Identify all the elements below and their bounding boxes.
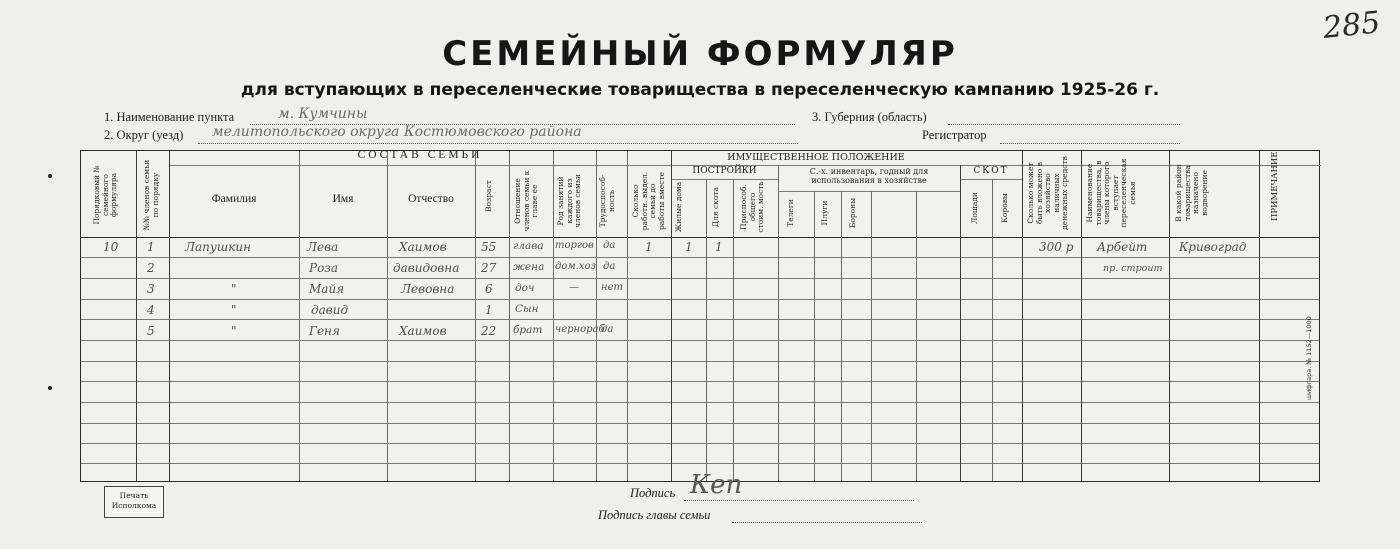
postroyki-group-line xyxy=(671,179,778,180)
row-line xyxy=(81,443,1319,444)
col-divider xyxy=(1022,151,1023,481)
col-header-dlya-skota: Для скота xyxy=(711,187,720,228)
cell-otnosh: брат xyxy=(513,324,543,336)
field-punkt-label: 1. Наименование пункта xyxy=(104,110,235,124)
group-header-inventar: С.-х. инвентарь, годный для использования в хозяйстве xyxy=(809,167,929,185)
col-divider xyxy=(136,151,137,481)
cell-familia: " xyxy=(231,282,237,296)
col-header-imya: Имя xyxy=(332,193,354,205)
col-divider xyxy=(733,179,734,481)
field-punkt xyxy=(104,110,234,125)
row-line xyxy=(81,299,1319,300)
col-divider xyxy=(475,151,476,481)
cell-rod: — xyxy=(569,282,579,293)
cell-nomer: 2 xyxy=(147,261,155,275)
row-line xyxy=(81,257,1319,258)
cell-skolko: 1 xyxy=(645,240,653,254)
field-registrator-line xyxy=(1000,143,1180,144)
cell-nomer: 3 xyxy=(147,282,155,296)
cell-trud: нет xyxy=(601,282,623,293)
row-line xyxy=(81,381,1319,382)
col-divider xyxy=(841,191,842,481)
header-bottom-line xyxy=(81,237,1319,238)
col-header-korovy: Коровы xyxy=(1000,193,1009,223)
cell-rayon: Кривоград xyxy=(1179,240,1247,254)
cell-otchestvo: Хаимов xyxy=(399,324,447,338)
col-header-vozrast: Возраст xyxy=(484,180,493,212)
cell-rod: торгов xyxy=(555,240,594,251)
form-title: СЕМЕЙНЫЙ ФОРМУЛЯР xyxy=(442,34,958,74)
cell-otnosh: Сын xyxy=(515,303,539,315)
cell-otnosh: жена xyxy=(513,261,545,273)
cell-tovar: пр. строит xyxy=(1103,263,1163,274)
cell-rod: дом.хоз xyxy=(555,261,596,272)
cell-nomer: 1 xyxy=(147,240,155,254)
col-divider xyxy=(871,191,872,481)
field-registrator-label: Регистратор xyxy=(922,128,987,142)
row-line xyxy=(81,402,1319,403)
col-header-telegi: Телеги xyxy=(786,199,795,227)
col-divider xyxy=(814,191,815,481)
cell-vozrast: 27 xyxy=(481,261,497,275)
family-head-signature-line xyxy=(732,522,922,523)
cell-skot-bld: 1 xyxy=(715,240,723,254)
cell-otchestvo: Хаимов xyxy=(399,240,447,254)
cell-zhilye: 1 xyxy=(685,240,693,254)
row-line xyxy=(81,463,1319,464)
col-header-kakoy-rayon: В какой район товарищества назначено водворение xyxy=(1174,164,1209,222)
col-header-primechanie: ПРИМЕЧАНИЕ xyxy=(1270,151,1280,221)
cell-otnosh: глава xyxy=(513,240,544,252)
row-line xyxy=(81,340,1319,341)
group-header-postroyki: ПОСТРОЙКИ xyxy=(692,166,757,176)
col-divider xyxy=(960,165,961,481)
col-header-por-nomer: Порядковый № семейного формуляра xyxy=(92,165,118,225)
group-header-skot: СКОТ xyxy=(973,166,1009,176)
col-header-nomer-chlena: №№ членов семьи по порядку xyxy=(142,159,160,231)
cell-rod: чернораб xyxy=(555,324,605,335)
cell-familia: Лапушкин xyxy=(185,240,252,254)
field-gubernia-line xyxy=(948,124,1180,125)
signature-label: Подпись xyxy=(630,486,676,500)
col-header-borony: Бороны xyxy=(848,197,857,229)
row-line xyxy=(81,423,1319,424)
family-table xyxy=(80,150,1320,482)
form-subtitle: для вступающих в переселенческие товарищества в переселенческую кампанию 1925-26 г. xyxy=(240,80,1160,100)
row-line xyxy=(81,278,1319,279)
col-header-trudosposobnost: Трудоспособ-ность xyxy=(598,174,616,228)
cell-trud: да xyxy=(603,261,616,272)
signature-value: Кеп xyxy=(690,470,743,500)
row-line xyxy=(81,361,1319,362)
col-divider xyxy=(1081,151,1082,481)
field-okrug-label: 2. Округ (уезд) xyxy=(104,128,184,142)
cell-imya: давид xyxy=(311,303,349,317)
cell-vozrast: 55 xyxy=(481,240,497,254)
cell-imya: Геня xyxy=(309,324,340,338)
col-divider xyxy=(1259,151,1260,481)
row-line xyxy=(81,319,1319,320)
col-header-zhilye: Жилые дома xyxy=(674,181,683,233)
field-okrug-line xyxy=(198,143,798,144)
col-header-skolko-mozhet: Сколько может быть вложено в хозяйство наличных денежных средств xyxy=(1026,156,1069,230)
col-header-skolko-rabotn: Сколько работн. выдел. семьи до работы вместе xyxy=(631,171,666,231)
col-header-otchestvo: Отчество xyxy=(408,193,454,205)
col-divider xyxy=(596,151,597,481)
cell-imya: Роза xyxy=(309,261,338,275)
field-okrug xyxy=(104,128,183,143)
cell-nomer: 5 xyxy=(147,324,155,338)
col-divider xyxy=(1169,151,1170,481)
cell-sredstva: 300 р xyxy=(1039,240,1074,254)
field-gubernia xyxy=(812,110,927,125)
cell-vozrast: 22 xyxy=(481,324,497,338)
col-header-loshadi: Лошади xyxy=(970,192,979,224)
col-header-plugi: Плуги xyxy=(820,200,829,226)
cell-otnosh: доч xyxy=(515,282,535,294)
col-header-otnoshenie: Отношение членов семьи к главе ее xyxy=(513,170,539,232)
archive-page-number: 285 xyxy=(1321,5,1382,46)
field-gubernia-label: 3. Губерния (область) xyxy=(812,110,927,124)
field-registrator xyxy=(922,128,987,143)
col-divider xyxy=(627,151,628,481)
printer-mark: шифгара. № 1152—1000 xyxy=(1305,316,1313,400)
family-head-signature-label: Подпись главы семьи xyxy=(598,508,711,522)
cell-vozrast: 1 xyxy=(485,303,493,317)
cell-imya: Майя xyxy=(309,282,345,296)
col-header-rod-zanyatiy: Род занятий каждого из членов семьи xyxy=(556,174,582,228)
col-divider xyxy=(992,179,993,481)
col-header-familia: Фамилия xyxy=(211,193,257,205)
stamp-box: Печать Исполкома xyxy=(104,486,164,518)
col-divider xyxy=(509,151,510,481)
field-okrug-value: мелитопольского округа Костюмовского района xyxy=(212,124,582,140)
cell-trud: да xyxy=(603,240,616,251)
col-divider xyxy=(553,151,554,481)
col-divider xyxy=(671,151,672,481)
skot-group-line xyxy=(960,179,1022,180)
group-header-imush: ИМУЩЕСТВЕННОЕ ПОЛОЖЕНИЕ xyxy=(727,152,905,163)
punch-hole-mark xyxy=(48,174,52,178)
cell-por-nomer: 10 xyxy=(103,240,119,254)
cell-familia: " xyxy=(231,324,237,338)
cell-tovar: Арбейт xyxy=(1097,240,1148,254)
cell-nomer: 4 xyxy=(147,303,155,317)
cell-otchestvo: давидовна xyxy=(393,261,460,275)
col-header-naimen-tovar: Наименование товарищества, в члены которого вступает переселенческая семья xyxy=(1085,158,1137,228)
cell-familia: " xyxy=(231,303,237,317)
col-divider xyxy=(778,165,779,481)
cell-trud: да xyxy=(601,324,614,335)
inventar-group-line xyxy=(778,191,960,192)
col-divider xyxy=(706,179,707,481)
signature-line xyxy=(684,500,914,501)
cell-vozrast: 6 xyxy=(485,282,493,296)
group-header-sostav: СОСТАВ СЕМЬИ xyxy=(357,149,483,161)
col-divider xyxy=(916,191,917,481)
field-punkt-value: м. Кумчины xyxy=(278,106,368,122)
cell-otchestvo: Левовна xyxy=(401,282,455,296)
col-header-prisposobl: Приспособ. общего стоим. мость xyxy=(739,181,765,233)
cell-imya: Лева xyxy=(307,240,339,254)
punch-hole-mark xyxy=(48,386,52,390)
